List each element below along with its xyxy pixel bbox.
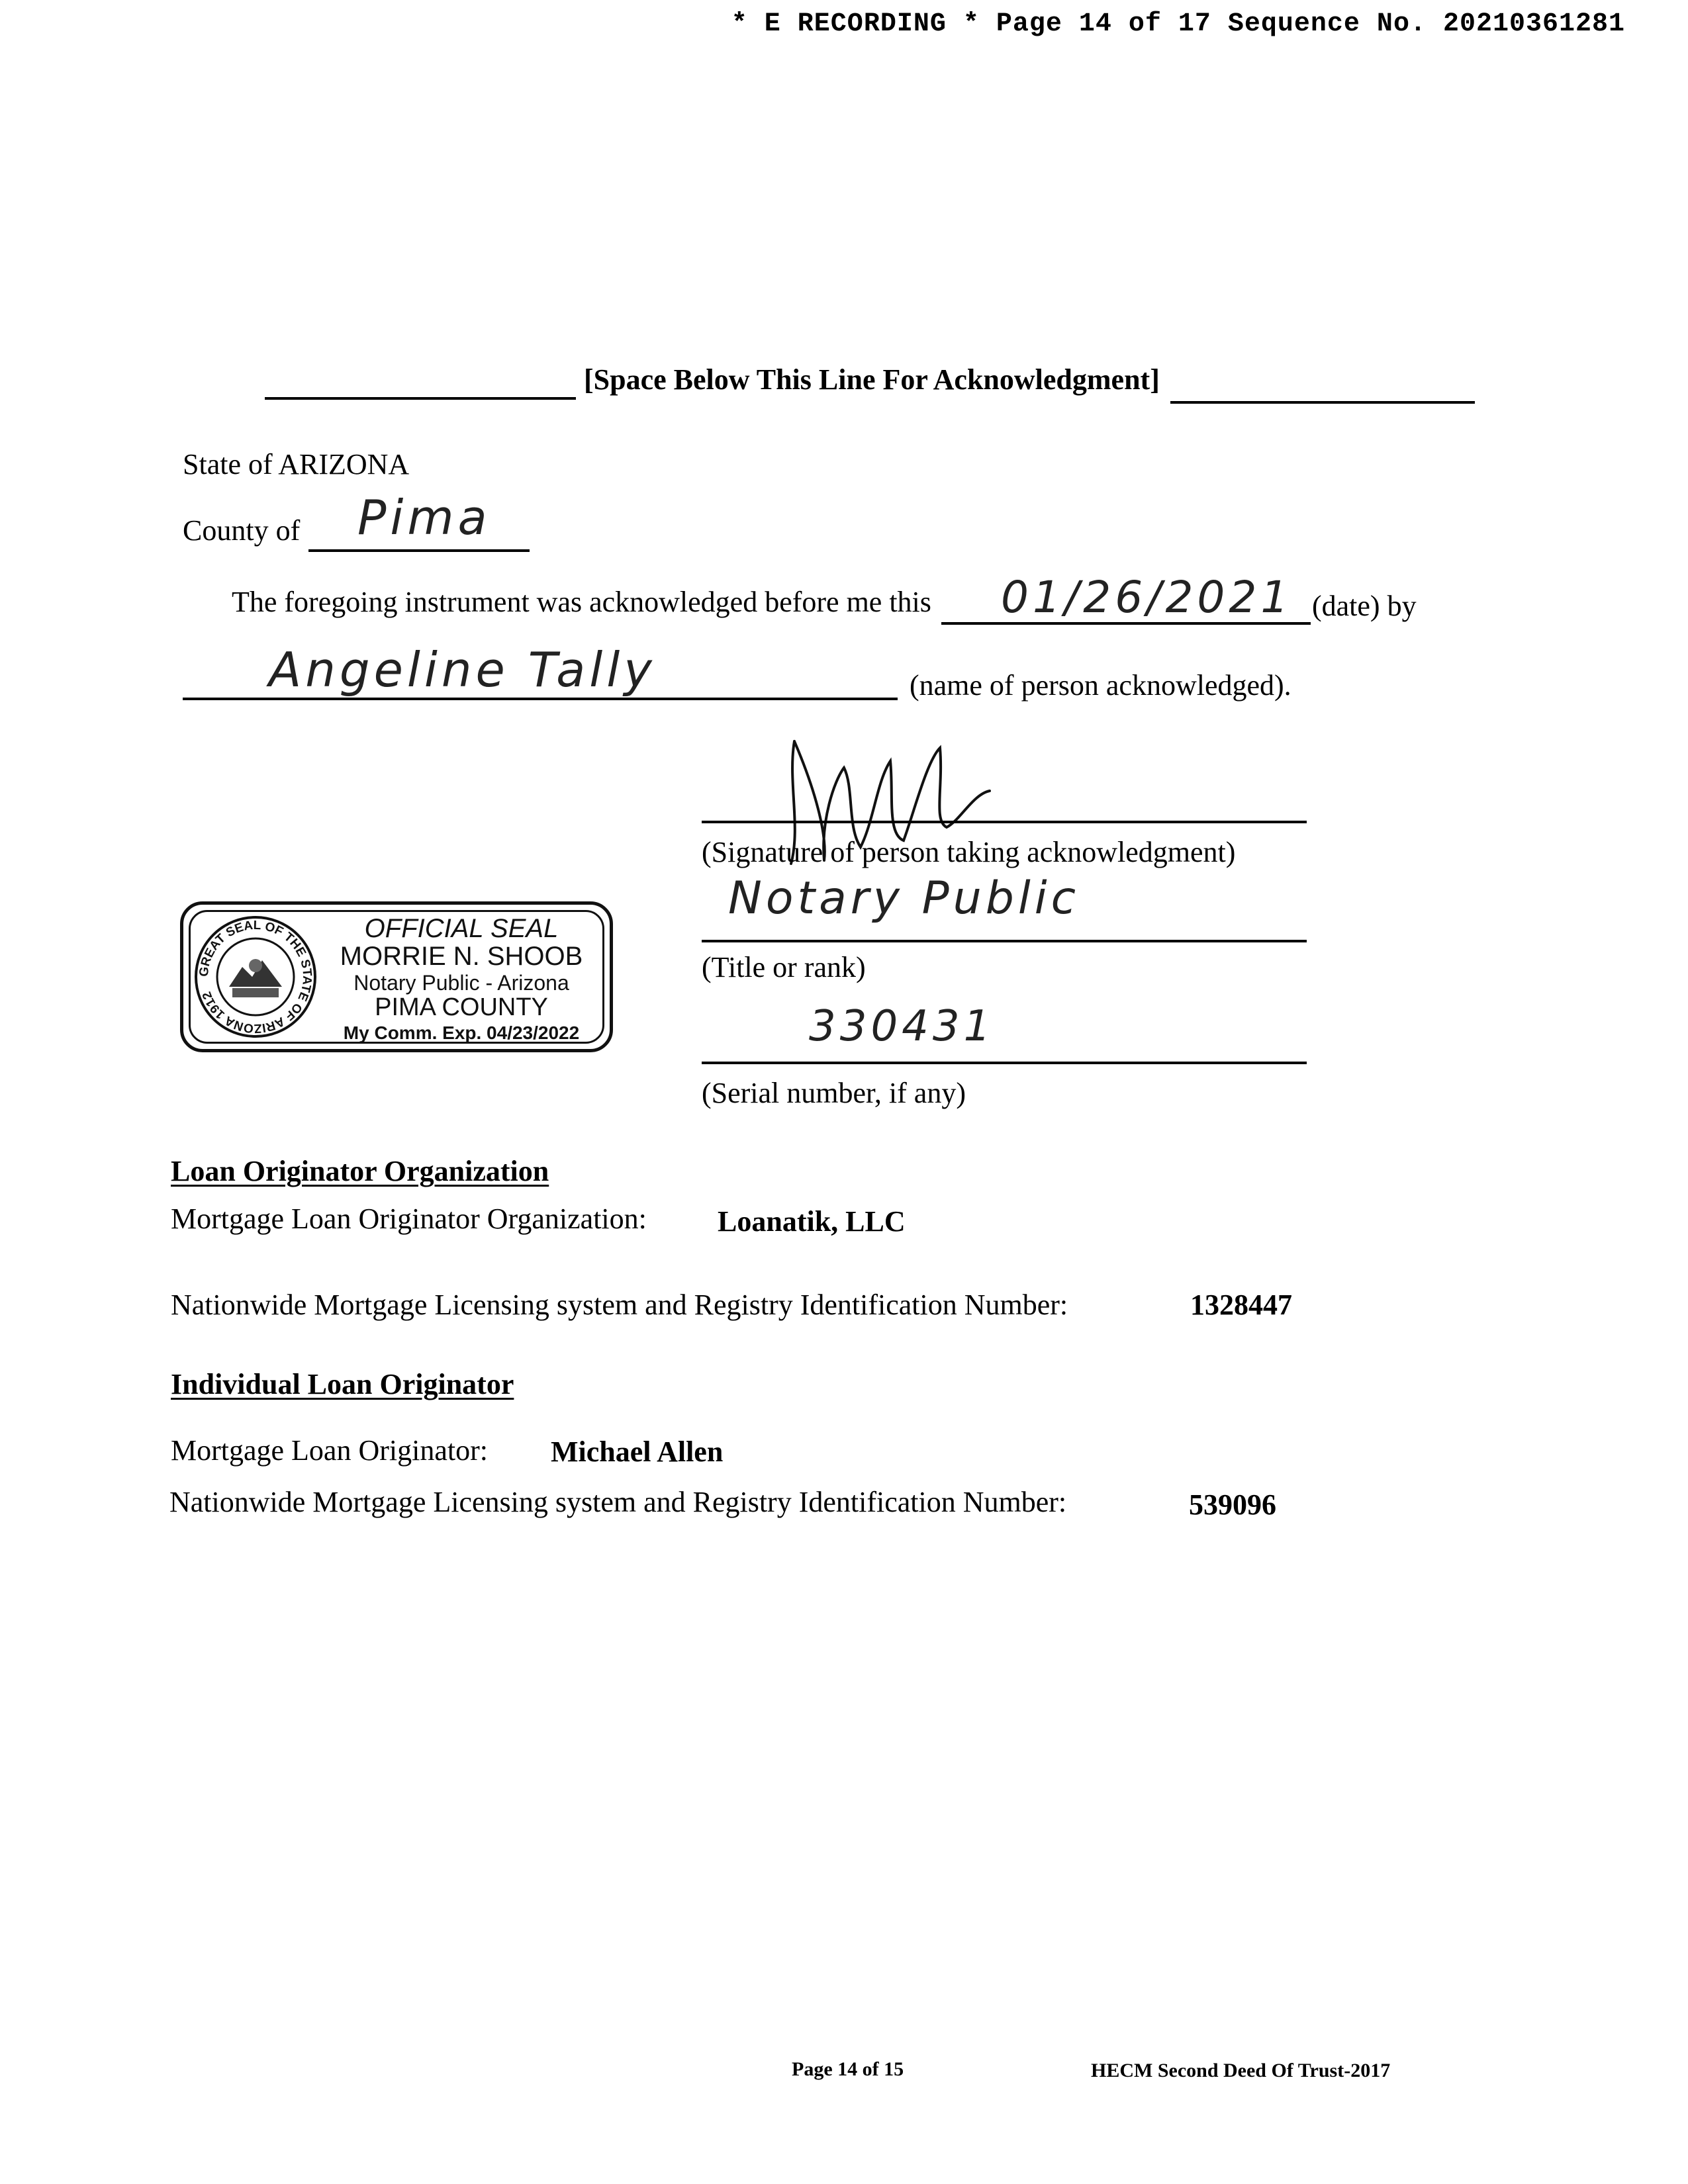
seal-role: Notary Public - Arizona [353,971,569,995]
seal-county: PIMA COUNTY [375,993,548,1021]
serial-handwritten: 330431 [809,1002,995,1051]
state-seal-emblem-icon [193,914,318,1040]
acknowledgment-divider-label: [Space Below This Line For Acknowledgment] [584,363,1160,396]
seal-notary-name: MORRIE N. SHOOB [340,942,583,971]
recording-stamp: * E RECORDING * Page 14 of 17 Sequence No. 20210361281 [731,9,1625,39]
foregoing-text: The foregoing instrument was acknowledged before me this [232,586,931,618]
title-caption: (Title or rank) [702,951,866,983]
org-nmls-value: 1328447 [1190,1289,1292,1321]
serial-line [702,1062,1307,1064]
date-suffix: (date) by [1312,590,1417,622]
state-line: State of ARIZONA [183,448,410,480]
footer-page-label: Page 14 of 15 [792,2058,904,2080]
individual-originator-heading: Individual Loan Originator [171,1368,514,1400]
loan-originator-org-heading: Loan Originator Organization [171,1155,549,1187]
title-handwritten: Notary Public [728,872,1080,925]
person-line [183,698,898,700]
individual-nmls-label: Nationwide Mortgage Licensing system and Registry Identification Number: [169,1486,1067,1518]
county-label: County of [183,514,301,547]
county-line [308,549,530,552]
individual-nmls-value: 539096 [1189,1488,1276,1521]
individual-name-value: Michael Allen [551,1435,724,1468]
person-handwritten: Angeline Tally [269,642,656,698]
org-nmls-label: Nationwide Mortgage Licensing system and Registry Identification Number: [171,1289,1068,1321]
org-value: Loanatik, LLC [718,1205,906,1238]
footer-form-name: HECM Second Deed Of Trust-2017 [1091,2060,1391,2081]
seal-expiration: My Comm. Exp. 04/23/2022 [343,1023,580,1043]
signature-caption: (Signature of person taking acknowledgment) [702,836,1236,868]
divider-line-left [265,397,576,400]
signature-line [702,821,1307,823]
county-handwritten: Pima [357,490,491,545]
divider-line-right [1170,401,1475,404]
seal-title: OFFICIAL SEAL [364,914,559,943]
org-label: Mortgage Loan Originator Organization: [171,1203,647,1235]
title-line [702,940,1307,942]
person-caption: (name of person acknowledged). [910,669,1291,702]
date-handwritten: 01/26/2021 [1001,572,1293,623]
notary-seal [180,901,613,1052]
serial-caption: (Serial number, if any) [702,1077,966,1109]
svg-text:GREAT SEAL OF THE STATE OF ARI: GREAT SEAL OF THE STATE OF ARIZONA 1912 [197,918,314,1036]
individual-name-label: Mortgage Loan Originator: [171,1434,488,1467]
